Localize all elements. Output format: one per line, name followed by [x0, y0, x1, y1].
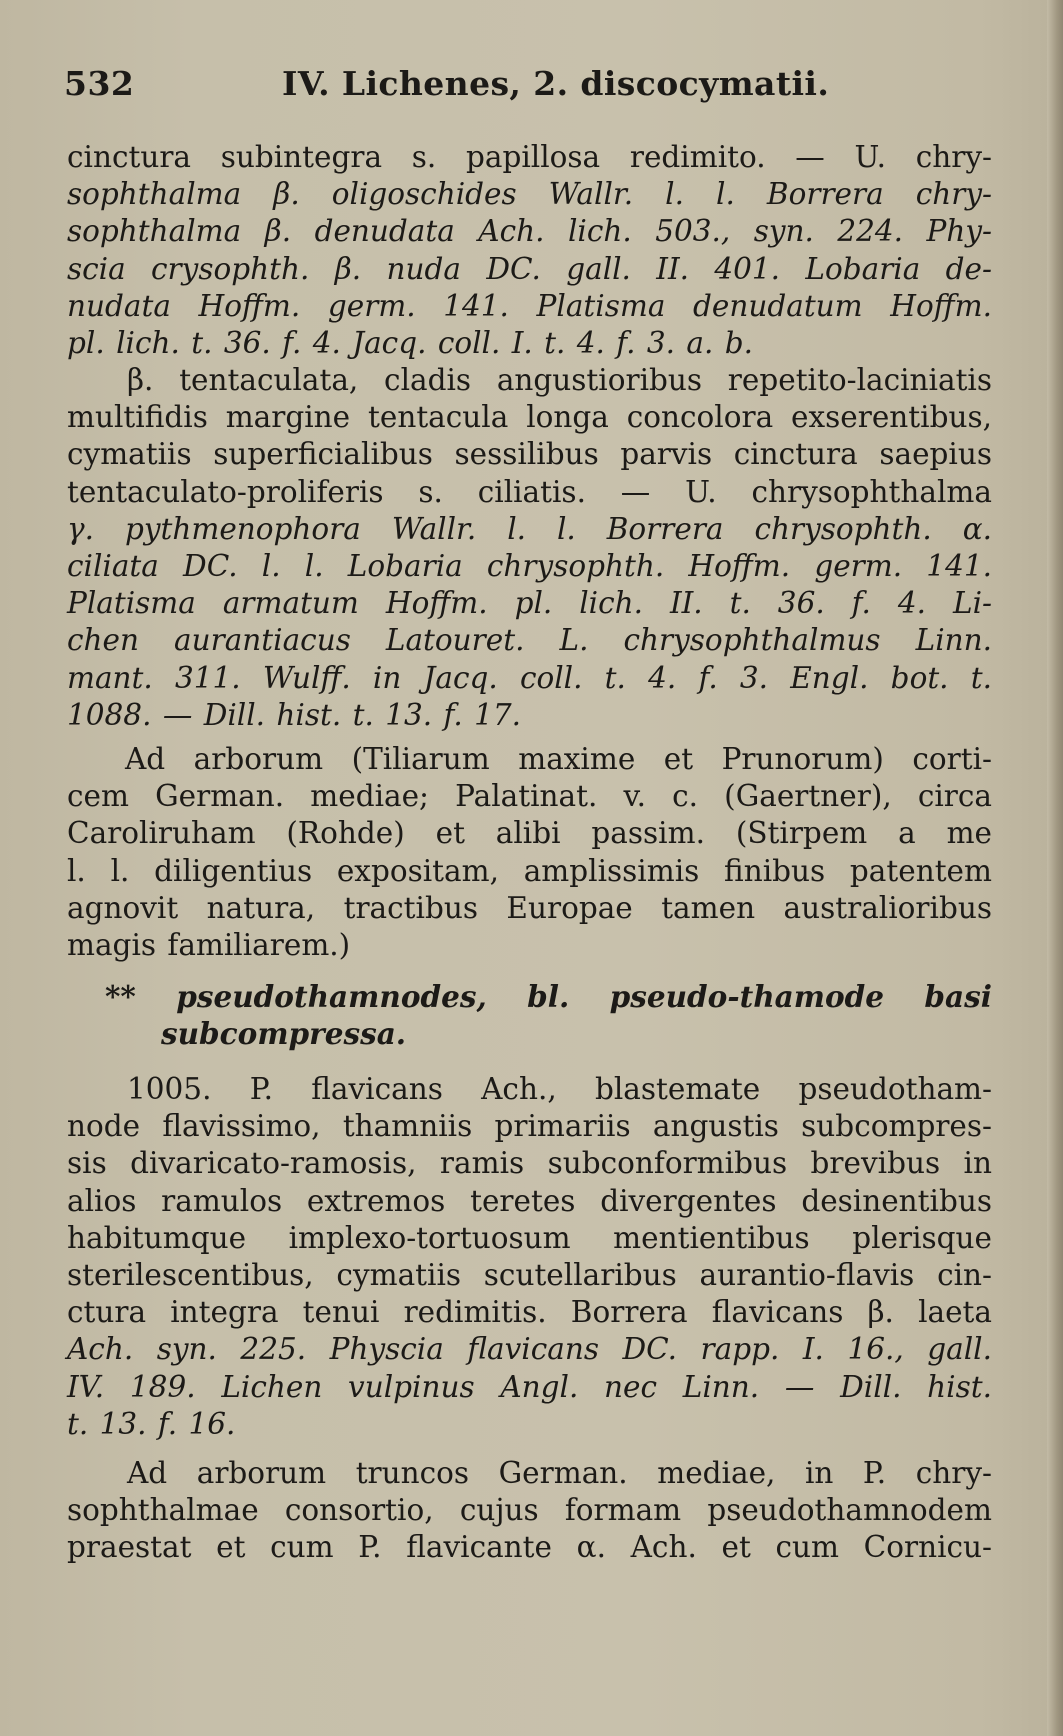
text-line: node flavissimo, thamniis primariis angustis subcompres- [67, 1109, 992, 1144]
synonymy-block-1 [67, 139, 992, 362]
text-line: β. tentaculata, cladis angustioribus repetito-laciniatis [127, 363, 992, 397]
habitat-note-1 [67, 741, 992, 964]
text-line: cymatiis superficialibus sessilibus parvis cinctura saepius [67, 437, 992, 472]
text-line: pl. lich. t. 36. f. 4. Jacq. coll. I. t. 4. f. 3. a. b. [67, 325, 754, 360]
text-line: Caroliruham (Rohde) et alibi passim. (Stirpem a me [67, 816, 992, 851]
text-line: 1088. — Dill. hist. t. 13. f. 17. [67, 697, 522, 732]
text-line: γ. pythmenophora Wallr. l. l. Borrera chrysophth. α. [67, 511, 992, 546]
text-line: nudata Hoffm. germ. 141. Platisma denudatum Hoffm. [67, 288, 992, 323]
text-line: cem German. mediae; Palatinat. v. c. (Gaertner), circa [67, 779, 992, 814]
text-line: Platisma armatum Hoffm. pl. lich. II. t. 36. f. 4. Li- [67, 586, 992, 621]
text-line: sophthalma β. denudata Ach. lich. 503., syn. 224. Phy- [67, 214, 992, 249]
section-heading-cont: subcompressa. [161, 1016, 407, 1052]
section-heading: ** pseudothamnodes, bl. pseudo-thamode basi [105, 979, 992, 1014]
species-heading-line: 1005. P. flavicans Ach., blastemate pseudotham- [127, 1072, 992, 1106]
variety-tentaculata [67, 362, 992, 734]
text-line: sis divaricato-ramosis, ramis subconformibus brevibus in [67, 1146, 992, 1181]
text-line: ctura integra tenui redimitis. Borrera flavicans β. laeta [67, 1295, 992, 1330]
text-line: Ad arborum (Tiliarum maxime et Prunorum) corti- [125, 742, 992, 776]
text-line: magis familiarem.) [67, 927, 351, 962]
text-line: tentaculato-proliferis s. ciliatis. — U. chrysophthalma [67, 474, 992, 509]
text-line: multifidis margine tentacula longa concolora exserentibus, [67, 400, 992, 435]
section-heading-pseudothamnodes [67, 978, 992, 1052]
text-line: l. l. diligentius expositam, amplissimis finibus patentem [67, 853, 992, 888]
text-line: Ach. syn. 225. Physcia flavicans DC. rapp. I. 16., gall. [67, 1332, 992, 1367]
text-line: scia crysophth. β. nuda DC. gall. II. 401. Lobaria de- [67, 251, 992, 286]
text-line: sterilescentibus, cymatiis scutellaribus aurantio-flavis cin- [67, 1257, 992, 1292]
text-line: ciliata DC. l. l. Lobaria chrysophth. Hoffm. germ. 141. [67, 548, 992, 583]
text-line: agnovit natura, tractibus Europae tamen australioribus [67, 890, 992, 925]
text-line: sophthalma β. oligoschides Wallr. l. l. Borrera chry- [67, 177, 992, 212]
species-1005-flavicans [67, 1071, 992, 1443]
text-line: t. 13. f. 16. [67, 1406, 236, 1441]
page-edge [1047, 0, 1063, 1736]
page-header [64, 64, 994, 110]
habitat-note-2 [67, 1455, 992, 1567]
text-line: cinctura subintegra s. papillosa redimito. — U. chry- [67, 140, 992, 174]
text-line: mant. 311. Wulff. in Jacq. coll. t. 4. f. 3. Engl. bot. t. [67, 660, 992, 695]
text-line: alios ramulos extremos teretes divergentes desinentibus [67, 1183, 992, 1218]
text-line: praestat et cum P. flavicante α. Ach. et cum Cornicu- [67, 1530, 992, 1565]
text-line: sophthalmae consortio, cujus formam pseudothamnodem [67, 1493, 992, 1528]
text-line: IV. 189. Lichen vulpinus Angl. nec Linn. — Dill. hist. [67, 1369, 992, 1404]
text-line: habitumque implexo-tortuosum mentientibus plerisque [67, 1220, 992, 1255]
text-line: chen aurantiacus Latouret. L. chrysophthalmus Linn. [67, 623, 992, 658]
page-number: 532 [64, 64, 135, 103]
running-head: IV. Lichenes, 2. discocymatii. [282, 64, 830, 103]
text-line: Ad arborum truncos German. mediae, in P. chry- [127, 1456, 992, 1490]
